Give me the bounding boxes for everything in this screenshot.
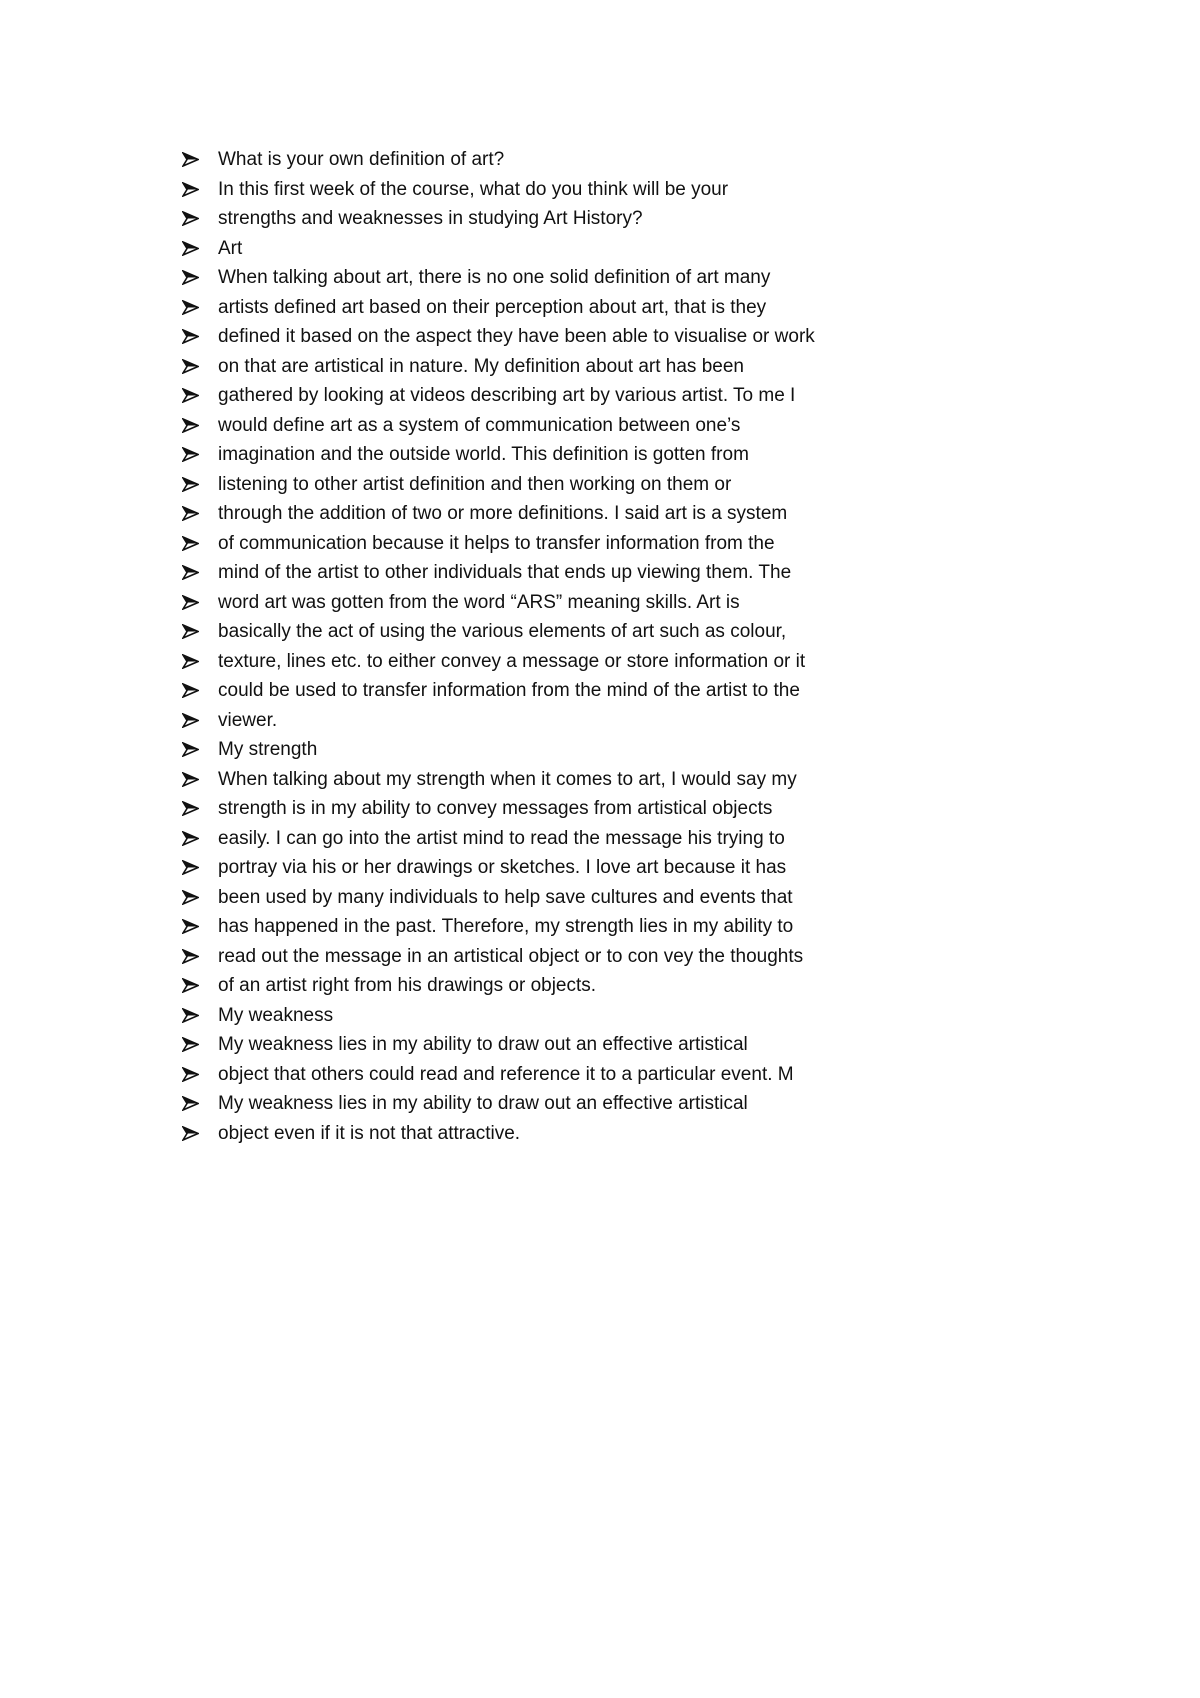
arrowhead-bullet-icon <box>182 883 218 913</box>
list-item <box>182 381 942 411</box>
list-item <box>182 1030 942 1060</box>
arrowhead-bullet-icon <box>182 263 218 293</box>
list-item <box>182 824 942 854</box>
bullet-text: mind of the artist to other individuals that ends up viewing them. The <box>218 562 792 583</box>
bullet-list <box>182 145 942 1148</box>
bullet-text: gathered by looking at videos describing art by various artist. To me I <box>218 385 796 406</box>
bullet-text: would define art as a system of communication between one’s <box>218 414 741 436</box>
list-item <box>182 853 942 883</box>
arrowhead-bullet-icon <box>182 1001 218 1031</box>
arrowhead-bullet-icon <box>182 381 218 411</box>
bullet-text: could be used to transfer information from the mind of the artist to the <box>218 680 800 701</box>
arrowhead-bullet-icon <box>182 765 218 795</box>
arrowhead-bullet-icon <box>182 647 218 677</box>
arrowhead-bullet-icon <box>182 971 218 1001</box>
bullet-text: defined it based on the aspect they have been able to visualise or work <box>218 326 815 347</box>
arrowhead-bullet-icon <box>182 853 218 883</box>
arrowhead-bullet-icon <box>182 1030 218 1060</box>
bullet-text: artists defined art based on their perception about art, that is they <box>218 296 767 318</box>
bullet-text: Art <box>218 237 243 259</box>
bullet-text: strengths and weaknesses in studying Art History? <box>218 208 643 229</box>
list-item <box>182 971 942 1001</box>
arrowhead-bullet-icon <box>182 617 218 647</box>
list-item <box>182 647 942 677</box>
arrowhead-bullet-icon <box>182 912 218 942</box>
bullet-text: imagination and the outside world. This definition is gotten from <box>218 444 749 465</box>
bullet-text: strength is in my ability to convey messages from artistical objects <box>218 798 773 819</box>
bullet-text: What is your own definition of art? <box>218 149 505 170</box>
arrowhead-bullet-icon <box>182 352 218 382</box>
list-item <box>182 175 942 205</box>
bullet-text: basically the act of using the various elements of art such as colour, <box>218 621 787 642</box>
arrowhead-bullet-icon <box>182 145 218 175</box>
bullet-text: My weakness <box>218 1004 334 1026</box>
list-item <box>182 794 942 824</box>
list-item <box>182 588 942 618</box>
list-item <box>182 263 942 293</box>
list-item <box>182 1001 942 1031</box>
arrowhead-bullet-icon <box>182 499 218 529</box>
list-item <box>182 706 942 736</box>
bullet-text: through the addition of two or more definitions. I said art is a system <box>218 503 788 524</box>
arrowhead-bullet-icon <box>182 824 218 854</box>
list-item <box>182 1060 942 1090</box>
bullet-text: My strength <box>218 739 318 760</box>
arrowhead-bullet-icon <box>182 322 218 352</box>
arrowhead-bullet-icon <box>182 470 218 500</box>
list-item <box>182 352 942 382</box>
bullet-text: of an artist right from his drawings or objects. <box>218 975 597 996</box>
arrowhead-bullet-icon <box>182 942 218 972</box>
arrowhead-bullet-icon <box>182 1060 218 1090</box>
arrowhead-bullet-icon <box>182 529 218 559</box>
bullet-text: When talking about my strength when it comes to art, I would say my <box>218 768 797 790</box>
list-item <box>182 617 942 647</box>
bullet-text: object even if it is not that attractive. <box>218 1122 521 1144</box>
bullet-text: object that others could read and reference it to a particular event. M <box>218 1063 794 1085</box>
bullet-text: on that are artistical in nature. My definition about art has been <box>218 355 744 377</box>
arrowhead-bullet-icon <box>182 1119 218 1149</box>
list-item <box>182 912 942 942</box>
arrowhead-bullet-icon <box>182 735 218 765</box>
list-item <box>182 765 942 795</box>
arrowhead-bullet-icon <box>182 676 218 706</box>
bullet-text: been used by many individuals to help save cultures and events that <box>218 886 793 908</box>
bullet-text: In this first week of the course, what do you think will be your <box>218 178 729 200</box>
bullet-text: word art was gotten from the word “ARS” meaning skills. Art is <box>218 591 740 613</box>
list-item <box>182 145 942 175</box>
bullet-text: has happened in the past. Therefore, my strength lies in my ability to <box>218 916 794 937</box>
list-item <box>182 558 942 588</box>
list-item <box>182 1089 942 1119</box>
bullet-text: My weakness lies in my ability to draw out an effective artistical <box>218 1034 748 1055</box>
list-item <box>182 470 942 500</box>
list-item <box>182 322 942 352</box>
bullet-text: My weakness lies in my ability to draw out an effective artistical <box>218 1093 748 1114</box>
list-item <box>182 676 942 706</box>
arrowhead-bullet-icon <box>182 440 218 470</box>
list-item <box>182 204 942 234</box>
arrowhead-bullet-icon <box>182 588 218 618</box>
bullet-text: of communication because it helps to transfer information from the <box>218 532 775 554</box>
bullet-text: easily. I can go into the artist mind to read the message his trying to <box>218 827 785 849</box>
list-item <box>182 1119 942 1149</box>
bullet-text: When talking about art, there is no one solid definition of art many <box>218 267 771 288</box>
arrowhead-bullet-icon <box>182 1089 218 1119</box>
list-item <box>182 942 942 972</box>
arrowhead-bullet-icon <box>182 234 218 264</box>
list-item <box>182 529 942 559</box>
bullet-text: viewer. <box>218 709 278 731</box>
bullet-text: portray via his or her drawings or sketches. I love art because it has <box>218 857 787 878</box>
list-item <box>182 293 942 323</box>
list-item <box>182 234 942 264</box>
arrowhead-bullet-icon <box>182 293 218 323</box>
list-item <box>182 411 942 441</box>
bullet-text: read out the message in an artistical object or to con vey the thoughts <box>218 945 804 967</box>
bullet-text: listening to other artist definition and then working on them or <box>218 473 732 495</box>
list-item <box>182 499 942 529</box>
arrowhead-bullet-icon <box>182 411 218 441</box>
list-item <box>182 735 942 765</box>
arrowhead-bullet-icon <box>182 706 218 736</box>
arrowhead-bullet-icon <box>182 175 218 205</box>
arrowhead-bullet-icon <box>182 204 218 234</box>
arrowhead-bullet-icon <box>182 558 218 588</box>
bullet-text: texture, lines etc. to either convey a message or store information or it <box>218 650 806 672</box>
list-item <box>182 440 942 470</box>
arrowhead-bullet-icon <box>182 794 218 824</box>
list-item <box>182 883 942 913</box>
